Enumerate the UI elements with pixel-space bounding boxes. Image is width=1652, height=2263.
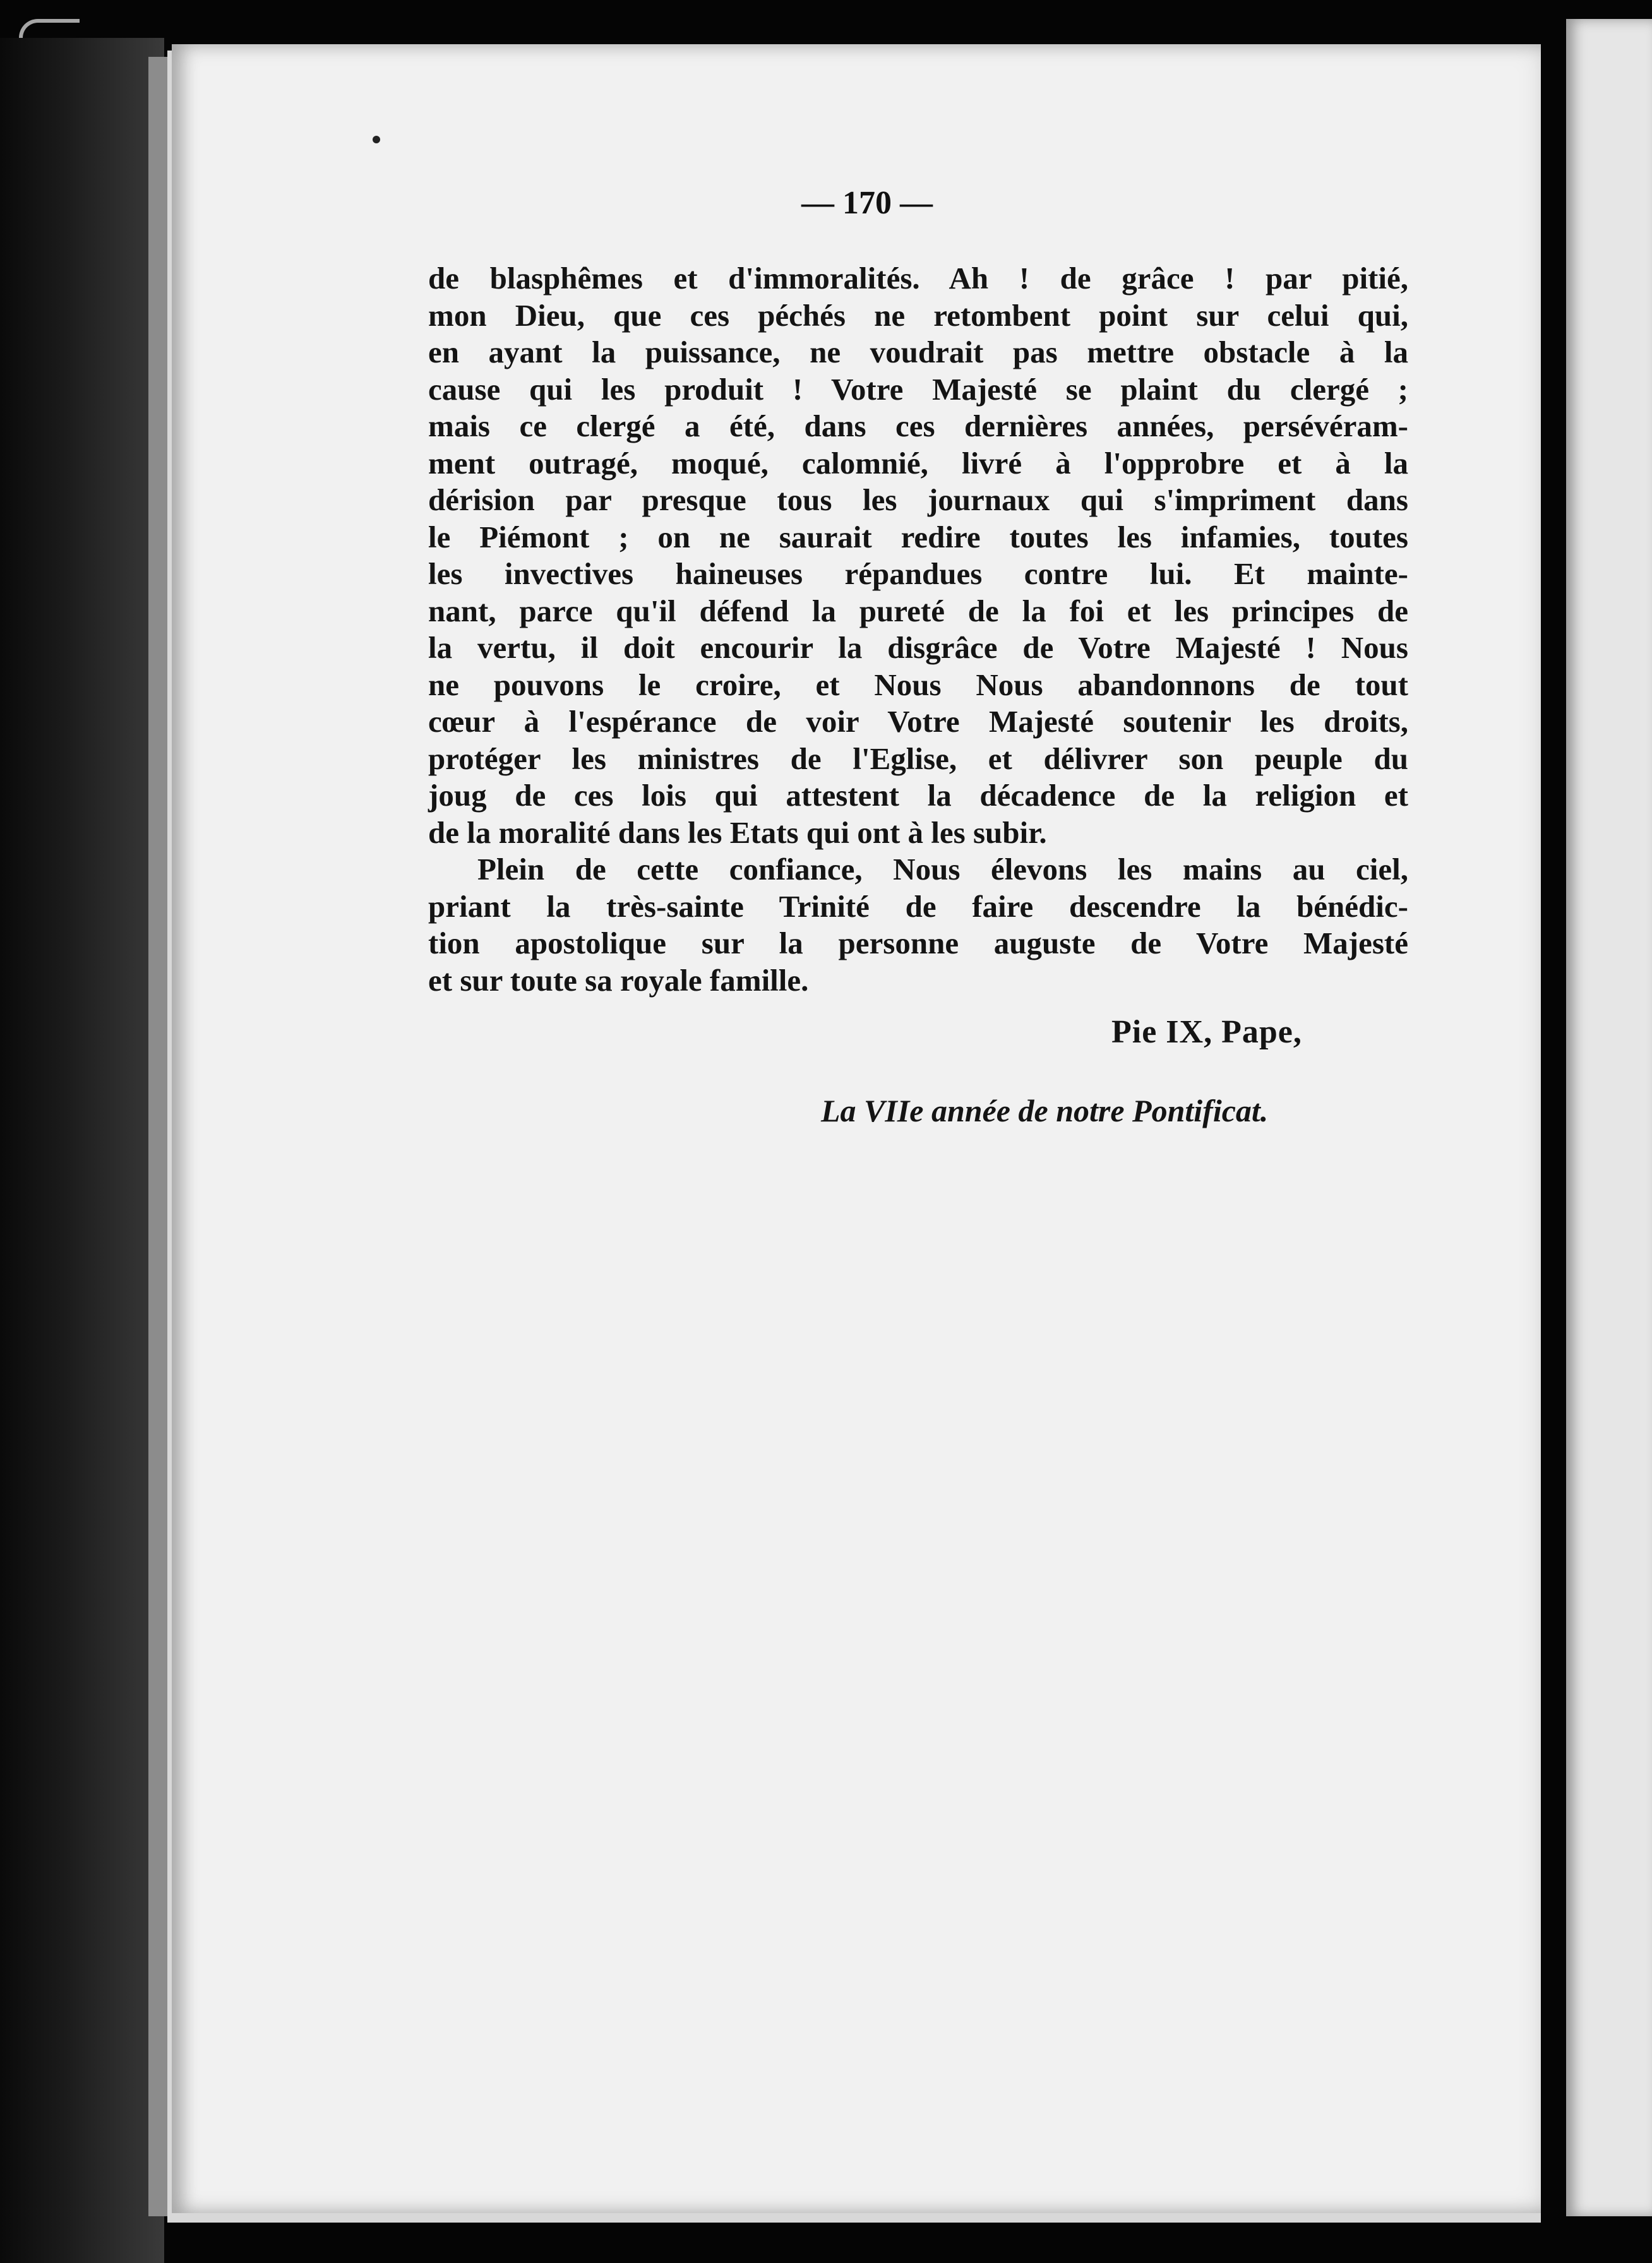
text-line: de la moralité dans les Etats qui ont à les subir.: [428, 815, 1047, 850]
date-line: La VIIe année de notre Pontificat.: [821, 1093, 1269, 1128]
text-line: priant la très-sainte Trinité de faire descendre la bénédic-: [428, 888, 1408, 924]
text-line: les invectives haineuses répandues contre lui. Et mainte-: [428, 556, 1408, 591]
text-line: Plein de cette confiance, Nous élevons les mains au ciel,: [477, 852, 1408, 887]
book-edge: [148, 57, 167, 2216]
text-line: joug de ces lois qui attestent la décadence de la religion et: [428, 778, 1408, 813]
paragraph-2: [428, 851, 1408, 999]
text-line: le Piémont ; on ne saurait redire toutes les infamies, toutes: [428, 519, 1408, 554]
text-line: et sur toute sa royale famille.: [428, 962, 809, 998]
text-line: la vertu, il doit encourir la disgrâce de Votre Majesté ! Nous: [428, 630, 1408, 665]
speck-mark: [373, 136, 380, 143]
text-line: protéger les ministres de l'Eglise, et délivrer son peuple du: [428, 741, 1408, 776]
page-number: [0, 184, 1652, 222]
text-line: tion apostolique sur la personne auguste de Votre Majesté: [428, 926, 1408, 960]
text-line: dérision par presque tous les journaux qui s'impriment dans: [428, 482, 1408, 517]
text-line: cœur à l'espérance de voir Votre Majesté soutenir les droits,: [428, 704, 1408, 739]
page-number-text: — 170 —: [801, 185, 933, 221]
text-line: nant, parce qu'il défend la pureté de la foi et les principes de: [428, 593, 1408, 628]
text-line: ne pouvons le croire, et Nous Nous abandonnons de tout: [428, 667, 1408, 702]
text-line: mon Dieu, que ces péchés ne retombent point sur celui qui,: [428, 297, 1408, 333]
text-line: mais ce clergé a été, dans ces dernières années, persévéram-: [428, 409, 1408, 443]
signature: Pie IX, Pape,: [1111, 1014, 1302, 1050]
text-line: de blasphêmes et d'immoralités. Ah ! de grâce ! par pitié,: [428, 261, 1408, 296]
text-line: cause qui les produit ! Votre Majesté se plaint du clergé ;: [428, 371, 1408, 407]
paragraph-1: [428, 260, 1408, 851]
binding-shadow: [0, 38, 164, 2263]
letter-body: [428, 260, 1408, 999]
text-line: en ayant la puissance, ne voudrait pas mettre obstacle à la: [428, 335, 1408, 369]
text-line: ment outragé, moqué, calomnié, livré à l'opprobre et à la: [428, 445, 1408, 481]
facing-page-edge: [1566, 19, 1652, 2216]
